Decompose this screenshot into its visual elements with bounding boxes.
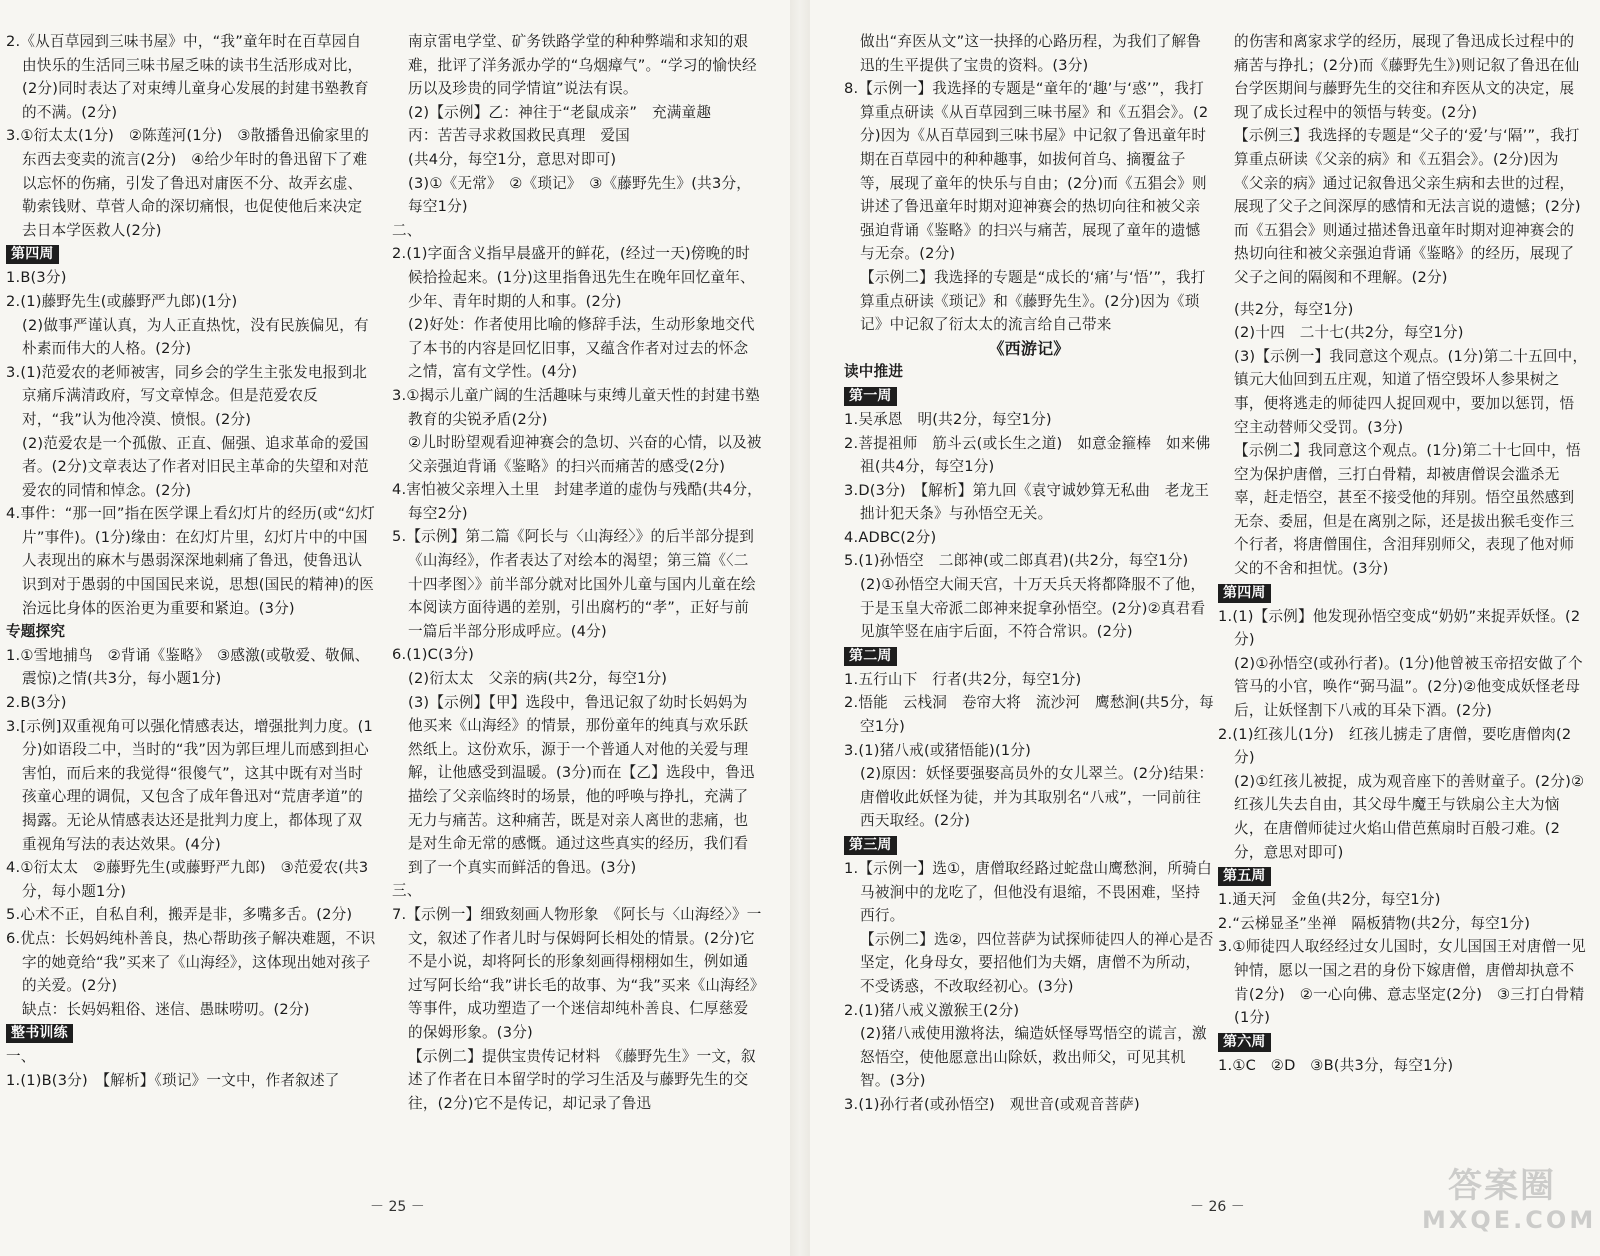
week-tag: 整书训练 [6,1024,73,1043]
answer-line: 3.(1)孙行者(或孙悟空) 观世音(或观音菩萨) [844,1095,1140,1113]
answer-line: (2)衍太太 父亲的病(共2分，每空1分) [408,670,668,688]
section-heading [6,242,376,266]
answer-line: 三、 [392,882,422,900]
answer-line: 6.(1)C(3分) [392,646,475,664]
week-tag: 第四周 [1218,584,1271,603]
answer-line: 2.菩提祖师 筋斗云(或长生之道) 如意金箍棒 如来佛祖(共4分，每空1分) [844,434,1211,476]
answer-line: 4.ADBC(2分) [844,528,937,546]
week-tag: 第六周 [1218,1033,1271,1052]
answer-line: 4.事件：“那一回”指在医学课上看幻灯片的经历(或“幻灯片”事件)。(1分)缘由：在幻灯片里，幻灯片中的中国人表现出的麻木与愚弱深深地刺痛了鲁迅，使鲁迅认识到对于愚弱的中国国民来说，思想(国民的精神)的医治远比身体的医治更为重要和紧迫。(3分) [6,505,375,617]
right-page [810,0,1600,1256]
right-column-1 [844,30,1214,1180]
week-tag: 第四周 [6,245,59,264]
spacer [1218,290,1588,298]
answer-line: 6.优点：长妈妈纯朴善良，热心帮助孩子解决难题，不识字的她竟给“我”买来了《山海经》，这体现出她对孩子的关爱。(2分) [6,929,376,995]
answer-line: 一、 [6,1048,36,1066]
answer-line: 【示例三】我选择的专题是“父子的‘爱’与‘隔’”，我打算重点研读《父亲的病》和《五猖会》。(2分)因为《父亲的病》通过记叙鲁迅父亲生病和去世的过程，展现了父子之间深厚的感情和无法言说的遗憾；(2分)而《五猖会》则通过描述鲁迅童年时期对迎神赛会的热切向往和被父亲强迫背诵《鉴略》的经历，展现了父子之间的隔阂和不理解。(2分) [1234,127,1581,286]
section-heading [1218,1030,1588,1054]
answer-line: 7.【示例一】细致刻画人物形象 《阿长与〈山海经〉》一文，叙述了作者儿时与保姆阿长相处的情景。(2分)它不是小说，却将阿长的形象刻画得栩栩如生，例如通过写阿长给“我”讲长毛的故事、为“我”买来《山海经》等事件，成功塑造了一个迷信却纯朴善良、仁厚慈爱的保姆形象。(3分) [392,905,762,1041]
answer-line: 2.(1)字面含义指早晨盛开的鲜花，(经过一天)傍晚的时候拾捡起来。(1分)这里指鲁迅先生在晚年回忆童年、少年、青年时期的人和事。(2分) [392,245,755,310]
answer-line: 1.五行山下 行者(共2分，每空1分) [844,670,1082,688]
answer-line: 【示例二】选②，四位菩萨为试探师徒四人的禅心是否坚定，化身母女，要招他们为夫婿，唐僧不为所动，不受诱惑，不改取经初心。(3分) [860,930,1214,995]
answer-line: (2)①红孩儿被捉，成为观音座下的善财童子。(2分)②红孩儿失去自由，其父母牛魔王与铁扇公主大为恼火，在唐僧师徒过火焰山借芭蕉扇时百般刁难。(2分，意思对即可) [1234,772,1585,861]
answer-line: 5.【示例】第二篇《阿长与〈山海经〉》的后半部分提到《山海经》，作者表达了对绘本的渴望；第三篇《〈二十四孝图〉》前半部分就对比国外儿童与国内儿童在绘本阅读方面待遇的差别，引出腐朽的“孝”，正好与前一篇后半部分形成呼应。(4分) [392,528,756,640]
left-column-2 [392,30,762,1180]
book-title: 《西游记》 [988,338,1070,358]
answer-line: (2)①孙悟空大闹天宫，十万天兵天将都降服不了他，于是玉皇大帝派二郎神来捉拿孙悟空。(2分)②真君看见旗竿竖在庙宇后面，不符合常识。(2分) [860,576,1206,641]
left-page [0,0,790,1256]
answer-line: 2.《从百草园到三味书屋》中，“我”童年时在百草园自由快乐的生活同三味书屋乏味的读书生活形成对比，(2分)同时表达了对束缚儿童身心发展的封建书塾教育的不满。(2分) [6,33,369,121]
watermark-logo [1422,1166,1597,1238]
answer-line: 2.“云梯显圣”坐禅 隔板猜物(共2分，每空1分) [1218,914,1531,932]
section-heading [844,384,1214,408]
answer-line: (2)①孙悟空(或孙行者)。(1分)他曾被玉帝招安做了个管马的小官，唤作“弼马温”。(2分)②他变成妖怪老母后，让妖怪割下八戒的耳朵下酒。(2分) [1234,654,1583,720]
answer-line: 3.(1)范爱农的老师被害，同乡会的学生主张发电报到北京痛斥满清政府，写文章悼念。但是范爱农反对，“我”认为他冷漠、愤恨。(2分) [6,363,368,428]
section-heading [6,1021,376,1045]
answer-line: 2.B(3分) [6,694,67,712]
answer-line: 2.(1)红孩儿(1分) 红孩儿掳走了唐僧，要吃唐僧肉(2分) [1218,725,1572,767]
answer-line: (共2分，每空1分) [1234,300,1354,318]
answer-line: 南京雷电学堂、矿务铁路学堂的种种弊端和求知的艰难，批评了洋务派办学的“乌烟瘴气”。“学习的愉快经历以及珍贵的同学情谊”说法有误。 [408,33,757,98]
page-number-left: － 25 － [370,1199,425,1215]
answer-line: 5.(1)孙悟空 二郎神(或二郎真君)(共2分，每空1分) [844,552,1189,570]
answer-line: 1.(1)B(3分) 【解析】《琐记》一文中，作者叙述了 [6,1071,340,1089]
answer-line: 1.通天河 金鱼(共2分，每空1分) [1218,891,1441,909]
answer-line: 丙：苦苦寻求救国救民真理 爱国 [408,127,630,145]
answer-line: 3.①师徒四人取经经过女儿国时，女儿国国王对唐僧一见钟情，愿以一国之君的身份下嫁唐僧，唐僧却执意不肯(2分) ②一心向佛、意志坚定(2分) ③三打白骨精(1分) [1218,938,1586,1027]
answer-line: 1.【示例一】选①，唐僧取经路过蛇盘山鹰愁涧，所骑白马被涧中的龙吃了，但他没有退缩，不畏困难，坚持西行。 [844,860,1212,925]
week-tag: 第一周 [844,387,897,406]
answer-line: 【示例二】提供宝贵传记材料 《藤野先生》一文，叙述了作者在日本留学时的学习生活及与藤野先生的交往，(2分)它不是传记，却记录了鲁迅 [408,1047,756,1112]
answer-line: 4.①衍太太 ②藤野先生(或藤野严九郎) ③范爱农(共3分，每小题1分) [6,859,369,900]
answer-line: (2)好处：作者使用比喻的修辞手法，生动形象地交代了本书的内容是回忆旧事，又蕴含作者对过去的怀念之情，富有文学性。(4分) [408,316,755,381]
answer-line: 3.①揭示儿童广阔的生活趣味与束缚儿童天性的封建书塾教育的尖锐矛盾(2分) [392,386,760,428]
answer-line: (2)【示例】乙：神往于“老鼠成亲” 充满童趣 [408,103,712,121]
answer-line: (2)范爱农是一个孤傲、正直、倔强、追求革命的爱国者。(2分)文章表达了作者对旧民主革命的失望和对范爱农的同情和悼念。(2分) [22,434,369,499]
answer-line: 1.B(3分) [6,269,67,287]
answer-line: ②儿时盼望观看迎神赛会的急切、兴奋的心情，以及被父亲强迫背诵《鉴略》的扫兴而痛苦的感受(2分) [408,434,762,475]
answer-line: 2.(1)猪八戒义激猴王(2分) [844,1001,1020,1019]
answer-line: 3.(1)猪八戒(或猪悟能)(1分) [844,741,1032,759]
answer-line: 缺点：长妈妈粗俗、迷信、愚昧唠叨。(2分) [22,1000,310,1018]
answer-line: 3.D(3分) 【解析】第九回《袁守诚妙算无私曲 老龙王拙计犯天条》与孙悟空无关。 [844,481,1210,523]
answer-line: (2)十四 二十七(共2分，每空1分) [1234,324,1464,342]
section-heading [844,644,1214,668]
answer-line: 3.①衍太太(1分) ②陈莲河(1分) ③散播鲁迅偷家里的东西去变卖的流言(2分) ④给少年时的鲁迅留下了难以忘怀的伤痛，引发了鲁迅对庸医不分、故弄玄虚、勒索钱财、草菅人命的深切痛恨，也促使他后来决定去日本学医救人(2分) [6,127,370,239]
answer-line: 【示例二】我同意这个观点。(1分)第二十七回中，悟空为保护唐僧，三打白骨精，却被唐僧误会滥杀无辜，赶走悟空，甚至不接受他的拜别。悟空虽然感到无奈、委屈，但是在离别之际，还是拔出猴毛变作三个行者，将唐僧围住，含泪拜别师父，表现了他对师父的不舍和担忧。(3分) [1234,442,1581,578]
answer-line: 1.①C ②D ③B(共3分，每空1分) [1218,1056,1454,1074]
section-heading [1218,864,1588,888]
section-heading [844,833,1214,857]
answer-line: 1.①雪地捕鸟 ②背诵《鉴略》 ③感激(或敬爱、敬佩、震惊)之情(共3分，每小题1分) [6,646,370,688]
answer-line: 【示例二】我选择的专题是“成长的‘痛’与‘悟’”，我打算重点研读《琐记》和《藤野先生》。(2分)因为《琐记》中记叙了衍太太的流言给自己带来 [860,268,1206,334]
answer-line: 2.悟能 云栈洞 卷帘大将 流沙河 鹰愁涧(共5分，每空1分) [844,694,1214,736]
answer-line: (2)原因：妖怪要强娶高员外的女儿翠兰。(2分)结果：唐僧收此妖怪为徒，并为其取别名“八戒”，一同前往西天取经。(2分) [860,765,1214,830]
answer-line: (3)①《无常》 ②《琐记》 ③《藤野先生》(共3分，每空1分) [408,174,752,216]
answer-line: 8.【示例一】我选择的专题是“童年的‘趣’与‘惑’”，我打算重点研读《从百草园到三味书屋》和《五猖会》。(2分)因为《从百草园到三味书屋》中记叙了鲁迅童年时期在百草园中的种种趣事，如拔何首乌、摘覆盆子等，展现了童年的快乐与自由；(2分)而《五猖会》则讲述了鲁迅童年时期对迎神赛会的热切向往和被父亲强迫背诵《鉴略》的扫兴与痛苦，展现了童年的遗憾与无奈。(2分) [844,80,1209,263]
answer-line: (2)猪八戒使用激将法，编造妖怪辱骂悟空的谎言，激怒悟空，使他愿意出山除妖，救出师父，可见其机智。(3分) [860,1025,1207,1090]
answer-line: (2)做事严谨认真，为人正直热忱，没有民族偏见，有朴素而伟大的人格。(2分) [22,316,369,358]
answer-line: (3)【示例】【甲】选段中，鲁迅记叙了幼时长妈妈为他买来《山海经》的情景，那份童年的纯真与欢乐跃然纸上。这份欢乐，源于一个普通人对他的关爱与理解，让他感受到温暖。(3分)而在【乙】选段中，鲁迅描绘了父亲临终时的场景，他的呼唤与挣扎，充满了无力与痛苦。这种痛苦，既是对亲人离世的悲痛，也是对生命无常的感慨。通过这些真实的经历，我们看到了一个真实而鲜活的鲁迅。(3分) [408,693,755,876]
week-tag: 第三周 [844,836,897,855]
left-column-1 [6,30,376,1180]
week-tag: 第五周 [1218,867,1271,886]
answer-line: (共4分，每空1分，意思对即可) [408,150,617,168]
answer-line: 4.害怕被父亲埋入土里 封建孝道的虚伪与残酷(共4分，每空2分) [392,481,762,522]
answer-line: 3.[示例]双重视角可以强化情感表达，增强批判力度。(1分)如语段二中，当时的“我”因为郭巨埋儿而感到担心害怕，而后来的我觉得“很傻气”，这其中既有对当时孩童心理的调侃，又包含了成年鲁迅对“荒唐孝道”的揭露。无论从情感表达还是批判力度上，都体现了双重视角写法的表达效果。(4分) [6,717,373,853]
answer-line: 1.吴承恩 明(共2分，每空1分) [844,410,1052,428]
book-gutter [790,0,810,1256]
week-tag: 第二周 [844,647,897,666]
answer-line: 2.(1)藤野先生(或藤野严九郎)(1分) [6,292,238,310]
watermark-text: 答案圈 [1448,1166,1556,1206]
answer-line: 1.(1)【示例】他发现孙悟空变成“奶奶”来捉弄妖怪。(2分) [1218,607,1581,649]
section-title: 专题探究 [6,623,66,641]
answer-line: 做出“弃医从文”这一抉择的心路历程，为我们了解鲁迅的生平提供了宝贵的资料。(3分) [860,33,1202,74]
section-title: 读中推进 [844,363,904,381]
watermark-url: MXQE.COM [1422,1206,1597,1234]
section-heading [1218,581,1588,605]
answer-line: 二、 [392,221,422,239]
answer-line: 5.心术不正，自私自利，搬弄是非，多嘴多舌。(2分) [6,906,353,924]
page-number-right: － 26 － [1190,1199,1245,1215]
answer-line: (3)【示例一】我同意这个观点。(1分)第二十五回中，镇元大仙回到五庄观，知道了悟空毁坏人参果树之事，便将逃走的师徒四人捉回观中，要加以惩罚，悟空主动替师父受罚。(3分) [1234,347,1588,436]
right-column-2 [1218,30,1588,1180]
answer-line: 的伤害和离家求学的经历，展现了鲁迅成长过程中的痛苦与挣扎；(2分)而《藤野先生》)则记叙了鲁迅在仙台学医期间与藤野先生的交往和弃医从文的决定，展现了成长过程中的领悟与转变。(2分) [1234,33,1580,121]
